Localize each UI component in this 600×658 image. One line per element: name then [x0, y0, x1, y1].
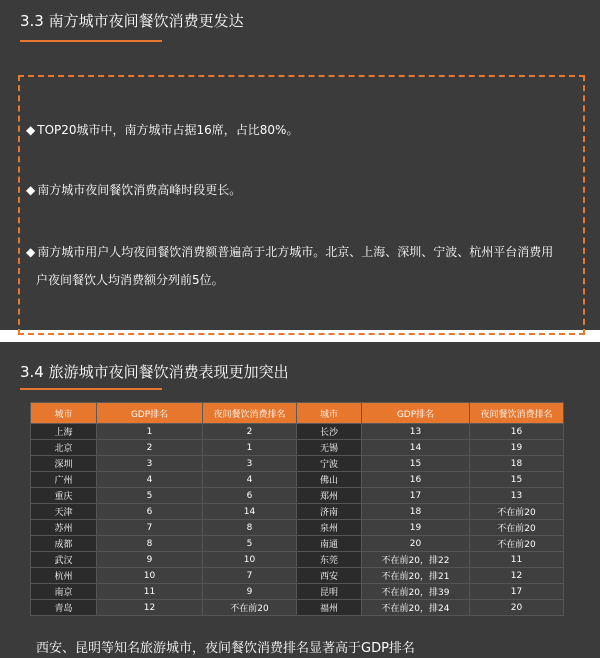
city-cell: 深圳	[31, 456, 97, 472]
rank-cell: 3	[97, 456, 203, 472]
city-cell: 郑州	[297, 488, 362, 504]
rank-cell: 9	[203, 584, 297, 600]
rank-cell: 17	[470, 584, 564, 600]
city-cell: 泉州	[297, 520, 362, 536]
diamond-bullet-icon: ◆	[26, 245, 36, 259]
city-cell: 成都	[31, 536, 97, 552]
rank-cell: 15	[362, 456, 470, 472]
city-cell: 南京	[31, 584, 97, 600]
table-row	[31, 568, 564, 584]
city-cell: 武汉	[31, 552, 97, 568]
table-row	[31, 424, 564, 440]
city-cell: 苏州	[31, 520, 97, 536]
rank-cell: 12	[470, 568, 564, 584]
rank-cell: 19	[470, 440, 564, 456]
section-title: 3.3 南方城市夜间餐饮消费更发达	[20, 12, 244, 30]
rank-cell: 不在前20，排24	[362, 600, 470, 616]
city-cell: 宁波	[297, 456, 362, 472]
column-header: 城市	[31, 403, 97, 424]
rank-cell: 不在前20，排21	[362, 568, 470, 584]
rank-cell: 20	[362, 536, 470, 552]
rank-cell: 6	[203, 488, 297, 504]
rank-cell: 4	[97, 472, 203, 488]
table-row	[31, 504, 564, 520]
rank-cell: 11	[97, 584, 203, 600]
rank-cell: 14	[203, 504, 297, 520]
title-underline	[20, 388, 162, 390]
rank-cell: 10	[97, 568, 203, 584]
bullet-text: TOP20城市中，南方城市占据16席，占比80%。	[37, 123, 299, 137]
rank-cell: 9	[97, 552, 203, 568]
rank-cell: 5	[97, 488, 203, 504]
rank-cell: 18	[362, 504, 470, 520]
rank-cell: 7	[203, 568, 297, 584]
city-cell: 南通	[297, 536, 362, 552]
rank-cell: 不在前20	[470, 504, 564, 520]
city-cell: 天津	[31, 504, 97, 520]
rank-cell: 17	[362, 488, 470, 504]
table-row	[31, 456, 564, 472]
city-cell: 济南	[297, 504, 362, 520]
rank-cell: 5	[203, 536, 297, 552]
rank-cell: 14	[362, 440, 470, 456]
section-panel-tourist-cities	[0, 342, 600, 658]
column-header: 夜间餐饮消费排名	[470, 403, 564, 424]
rank-cell: 16	[362, 472, 470, 488]
rank-cell: 11	[470, 552, 564, 568]
rank-cell: 不在前20	[470, 520, 564, 536]
table-footnote: 西安、昆明等知名旅游城市，夜间餐饮消费排名显著高于GDP排名	[36, 641, 415, 656]
section-title: 3.4 旅游城市夜间餐饮消费表现更加突出	[20, 363, 289, 381]
rank-cell: 8	[97, 536, 203, 552]
table-row	[31, 440, 564, 456]
city-cell: 北京	[31, 440, 97, 456]
city-cell: 西安	[297, 568, 362, 584]
diamond-bullet-icon: ◆	[26, 183, 36, 197]
table-row	[31, 472, 564, 488]
rank-cell: 16	[470, 424, 564, 440]
table-row	[31, 520, 564, 536]
column-header: GDP排名	[362, 403, 470, 424]
city-cell: 长沙	[297, 424, 362, 440]
column-header: 城市	[297, 403, 362, 424]
rank-cell: 15	[470, 472, 564, 488]
rank-cell: 18	[470, 456, 564, 472]
rank-cell: 10	[203, 552, 297, 568]
rank-cell: 不在前20，排39	[362, 584, 470, 600]
table-body	[31, 424, 564, 616]
rank-cell: 19	[362, 520, 470, 536]
rank-cell: 4	[203, 472, 297, 488]
bullet-item	[26, 238, 582, 294]
rank-cell: 13	[470, 488, 564, 504]
city-cell: 青岛	[31, 600, 97, 616]
table-row	[31, 488, 564, 504]
rank-cell: 不在前20	[203, 600, 297, 616]
table-row	[31, 552, 564, 568]
table-header-row	[31, 403, 564, 424]
rank-cell: 20	[470, 600, 564, 616]
city-cell: 东莞	[297, 552, 362, 568]
ranking-table	[30, 402, 564, 616]
column-header: GDP排名	[97, 403, 203, 424]
rank-cell: 1	[97, 424, 203, 440]
bullet-item	[26, 118, 582, 142]
table-row	[31, 584, 564, 600]
bullet-text-continuation: 户夜间餐饮人均消费额分列前5位。	[36, 273, 224, 287]
bullet-text: 南方城市用户人均夜间餐饮消费额普遍高于北方城市。北京、上海、深圳、宁波、杭州平台消费用	[37, 245, 554, 259]
city-cell: 昆明	[297, 584, 362, 600]
city-cell: 上海	[31, 424, 97, 440]
rank-cell: 7	[97, 520, 203, 536]
rank-cell: 6	[97, 504, 203, 520]
dashed-content-box	[18, 75, 585, 335]
rank-cell: 不在前20，排22	[362, 552, 470, 568]
rank-cell: 13	[362, 424, 470, 440]
rank-cell: 8	[203, 520, 297, 536]
city-cell: 广州	[31, 472, 97, 488]
bullet-item	[26, 178, 582, 202]
bullet-text: 南方城市夜间餐饮消费高峰时段更长。	[37, 183, 242, 197]
rank-cell: 2	[203, 424, 297, 440]
column-header: 夜间餐饮消费排名	[203, 403, 297, 424]
city-cell: 重庆	[31, 488, 97, 504]
rank-cell: 12	[97, 600, 203, 616]
city-cell: 福州	[297, 600, 362, 616]
rank-cell: 3	[203, 456, 297, 472]
diamond-bullet-icon: ◆	[26, 123, 36, 137]
title-underline	[20, 40, 162, 42]
city-cell: 无锡	[297, 440, 362, 456]
table-row	[31, 600, 564, 616]
rank-cell: 1	[203, 440, 297, 456]
city-cell: 佛山	[297, 472, 362, 488]
city-cell: 杭州	[31, 568, 97, 584]
table-row	[31, 536, 564, 552]
rank-cell: 不在前20	[470, 536, 564, 552]
rank-cell: 2	[97, 440, 203, 456]
